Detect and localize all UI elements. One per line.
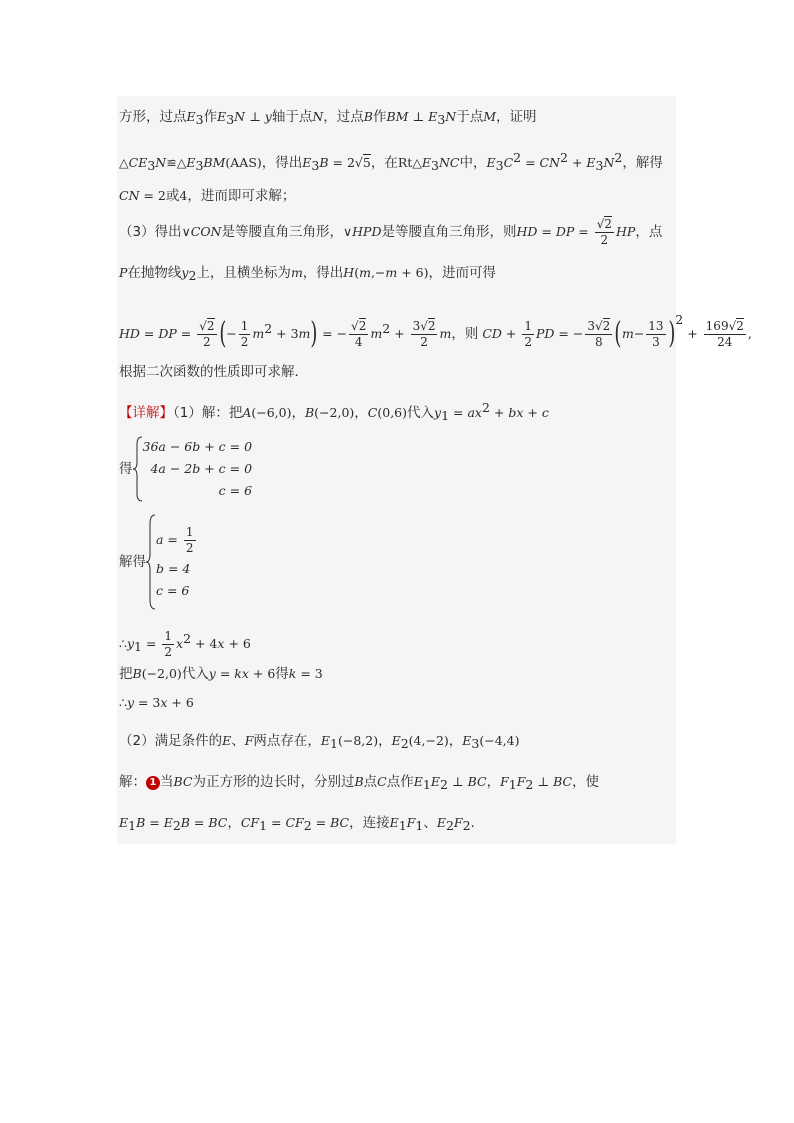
text-line-13: ∴y = 3x + 6 [119, 695, 194, 710]
text: 、 [231, 733, 245, 749]
text: ， [448, 733, 463, 749]
text-line-3: CN = 2或4，进而即可求解； [119, 188, 296, 204]
text: （3）得出 [119, 224, 182, 240]
brace-icon [133, 436, 143, 502]
text: 作 [203, 109, 218, 125]
text: 为正方形的边长时，分别过 [192, 774, 355, 790]
equation-system-2 [119, 514, 198, 610]
text: 作 [372, 109, 387, 125]
text: 是等腰直角三角形，则 [381, 224, 517, 240]
text: 轴于点 [271, 109, 313, 125]
text: 于点 [456, 109, 484, 125]
text: 当 [160, 774, 174, 790]
text: 或 [165, 188, 180, 204]
text: 解： [119, 774, 146, 790]
system-rows: 36a − 6b + c = 0 4a − 2b + c = 0 c = 6 [142, 439, 253, 498]
text-line-11: $\therefore y_1$ = $\frac{1}{2}$ $x^2 + 4x + 6$ [119, 628, 251, 659]
text-line-15: 解： 1 当BC为正方形的边长时，分别过B点C点作$E_1E_2$ ⊥ BC，$F_1F_2$ ⊥ BC，使 [119, 774, 600, 792]
text: (AAS) [225, 155, 262, 170]
text: 代入 [181, 666, 209, 682]
text: ，得出 [302, 265, 344, 281]
brace-icon [146, 514, 156, 610]
text: 点 [363, 774, 378, 790]
text: ， [378, 733, 392, 749]
text: ，解得 [622, 155, 663, 171]
text-line-7: 根据二次函数的性质即可求解． [119, 364, 308, 380]
text-line-6: HD = DP = $\frac{√2}{2}$ (− $\frac{1}{2}$ $m^2 + 3m$) = − $\frac{√2}{4}$ $m^2$ + $\frac{3√2}{2}$ m，则 CD + $\frac{1}{2}$ PD = − $\frac{3√2}{8}$ (m− $\frac{13}{3}$ )$^2$ + $\frac{169√2}{24}$ , [119, 312, 752, 351]
solution-rows: a = $\frac{1}{2}$ b = 4 c = 6 [156, 525, 194, 598]
text: ，连接 [349, 815, 390, 831]
text: 解得 [119, 554, 146, 570]
text: 中， [459, 155, 487, 171]
solution-panel [117, 96, 752, 844]
text: . [470, 815, 475, 831]
text: ，证明 [496, 109, 537, 125]
text: （1）解：把 [173, 405, 243, 421]
text: （2）满足条件的 [119, 733, 223, 749]
text: 代入 [407, 405, 434, 421]
text: 两点存在， [253, 733, 321, 749]
text: ，进而可得 [428, 265, 497, 281]
text-line-14: （2）满足条件的E、F两点存在，$E_1(-8,2)$，$E_2(4,-2)$，$E_3(-4,4)$ [119, 733, 520, 751]
text: ， [291, 405, 305, 421]
text: 得 [275, 666, 289, 682]
equation-system-1 [119, 436, 252, 502]
text-line-16: $E_1B = E_2B$ = BC，$CF_1 = CF_2$ = BC，连接$E_1F_1$、$E_2F_2$. [119, 815, 475, 833]
text: ， [227, 815, 241, 831]
text: ，则 [451, 326, 479, 342]
text-line-1: 方形，过点$E_3$作$E_3N$ ⊥ y轴于点N，过点B作BM ⊥ $E_3N$于点M，证明 [119, 109, 537, 127]
text-line-5: P在抛物线$y_2$上，且横坐标为m，得出H(m,−m + 6)，进而可得 [119, 265, 497, 283]
detail-tag: 【详解】 [119, 405, 173, 421]
text: 、 [423, 815, 437, 831]
text: ，点 [635, 224, 663, 240]
text: 在抛物线 [127, 265, 182, 281]
text-line-8: 【详解】（1）解：把A(−6,0)，B(−2,0)，C(0,6)代入$y_1 = ax^2$ + bx + c [119, 400, 549, 423]
text: ， [486, 774, 501, 790]
text: ，得出 [261, 155, 303, 171]
circled-number: 1 [146, 776, 160, 790]
text: ，在 [370, 155, 398, 171]
text: 把 [119, 666, 133, 682]
text: ，使 [572, 774, 600, 790]
text: 上，且横坐标为 [196, 265, 291, 281]
text: ，进而即可求解； [187, 188, 296, 204]
text: 得 [119, 461, 133, 477]
text: 点作 [386, 774, 414, 790]
text: ， [354, 405, 368, 421]
text-line-2: $\triangle CE_3N≌\triangle E_3BM(AAS)$，得出$E_3B = 2√5$，在$Rt\triangle E_3NC$中，$E_3C^2 = CN^2 + E_3N^2$，解得 [119, 150, 663, 173]
text: 是等腰直角三角形， [221, 224, 343, 240]
text: 方形，过点 [119, 109, 187, 125]
text-line-12: 把B(−2,0)代入y = kx + 6得k = 3 [119, 666, 323, 682]
text-line-4: （3）得出∨CON是等腰直角三角形，∨HPD是等腰直角三角形，则HD = DP = $\frac{√2}{2}$ HP，点 [119, 216, 663, 247]
text: ，过点 [323, 109, 364, 125]
